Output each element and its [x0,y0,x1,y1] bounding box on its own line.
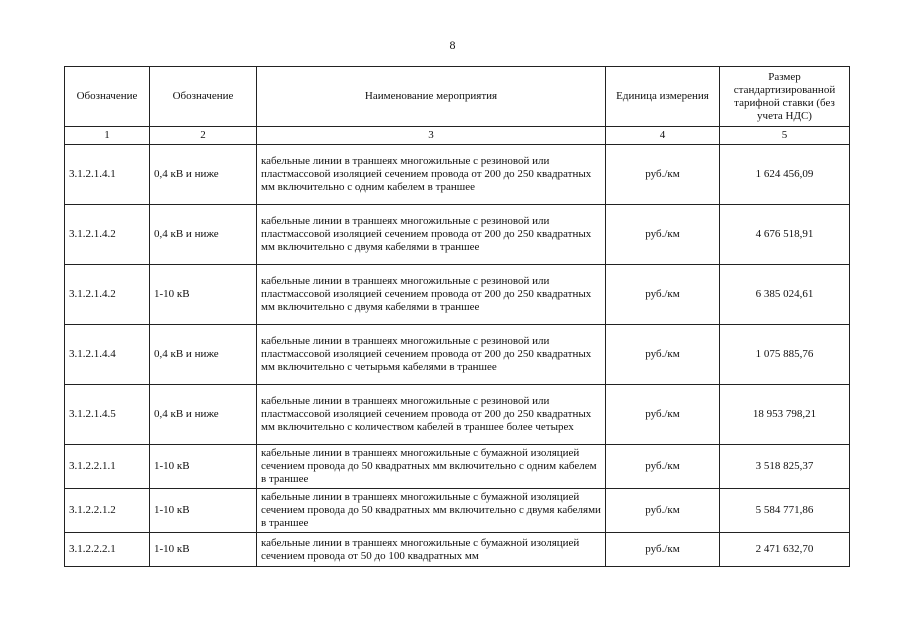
row-code: 3.1.2.1.4.2 [65,265,150,325]
row-unit: руб./км [606,325,720,385]
row-rate: 5 584 771,86 [720,489,850,533]
row-code: 3.1.2.1.4.4 [65,325,150,385]
row-measure-name: кабельные линии в траншеях многожильные с бумажной изоляцией сечением провода от 50 до 100 квадратных мм [257,533,606,567]
row-code: 3.1.2.2.1.1 [65,445,150,489]
table-header-row [65,67,850,127]
row-rate: 4 676 518,91 [720,205,850,265]
column-number: 3 [257,127,606,145]
row-code: 3.1.2.1.4.2 [65,205,150,265]
row-voltage: 0,4 кВ и ниже [150,325,257,385]
header-designation-1: Обозначение [65,67,150,127]
row-voltage: 1-10 кВ [150,265,257,325]
header-measure-name: Наименование мероприятия [257,67,606,127]
table-row [65,445,850,489]
row-voltage: 0,4 кВ и ниже [150,385,257,445]
row-measure-name: кабельные линии в траншеях многожильные с резиновой или пластмассовой изоляцией сечением провода от 200 до 250 квадратных мм включительно с двумя кабелями в траншее [257,265,606,325]
column-number: 5 [720,127,850,145]
row-unit: руб./км [606,205,720,265]
row-unit: руб./км [606,489,720,533]
row-measure-name: кабельные линии в траншеях многожильные с резиновой или пластмассовой изоляцией сечением провода от 200 до 250 квадратных мм включительно с одним кабелем в траншее [257,145,606,205]
header-rate: Размер стандартизированной тарифной ставки (без учета НДС) [720,67,850,127]
header-designation-2: Обозначение [150,67,257,127]
row-unit: руб./км [606,265,720,325]
row-unit: руб./км [606,533,720,567]
row-voltage: 1-10 кВ [150,489,257,533]
table-row [65,325,850,385]
row-code: 3.1.2.1.4.5 [65,385,150,445]
header-unit: Единица измерения [606,67,720,127]
table-row [65,205,850,265]
row-measure-name: кабельные линии в траншеях многожильные с резиновой или пластмассовой изоляцией сечением провода от 200 до 250 квадратных мм включительно с количеством кабелей в траншее более четырех [257,385,606,445]
row-rate: 6 385 024,61 [720,265,850,325]
table-row [65,533,850,567]
row-code: 3.1.2.1.4.1 [65,145,150,205]
row-voltage: 1-10 кВ [150,445,257,489]
row-measure-name: кабельные линии в траншеях многожильные с резиновой или пластмассовой изоляцией сечением провода от 200 до 250 квадратных мм включительно с четырьмя кабелями в траншее [257,325,606,385]
table-row [65,265,850,325]
column-number: 1 [65,127,150,145]
tariff-rates-table [64,66,850,567]
column-number: 2 [150,127,257,145]
row-code: 3.1.2.2.2.1 [65,533,150,567]
row-measure-name: кабельные линии в траншеях многожильные с резиновой или пластмассовой изоляцией сечением провода от 200 до 250 квадратных мм включительно с двумя кабелями в траншее [257,205,606,265]
row-unit: руб./км [606,445,720,489]
row-measure-name: кабельные линии в траншеях многожильные с бумажной изоляцией сечением провода до 50 квадратных мм включительно с одним кабелем в траншее [257,445,606,489]
row-rate: 18 953 798,21 [720,385,850,445]
table-row [65,145,850,205]
row-voltage: 0,4 кВ и ниже [150,145,257,205]
row-rate: 3 518 825,37 [720,445,850,489]
row-measure-name: кабельные линии в траншеях многожильные с бумажной изоляцией сечением провода до 50 квадратных мм включительно с двумя кабелями в траншее [257,489,606,533]
column-number: 4 [606,127,720,145]
column-number-row [65,127,850,145]
row-unit: руб./км [606,385,720,445]
row-code: 3.1.2.2.1.2 [65,489,150,533]
page-number: 8 [449,38,456,52]
row-unit: руб./км [606,145,720,205]
table-row [65,489,850,533]
row-rate: 2 471 632,70 [720,533,850,567]
row-rate: 1 075 885,76 [720,325,850,385]
table-row [65,385,850,445]
row-voltage: 1-10 кВ [150,533,257,567]
row-voltage: 0,4 кВ и ниже [150,205,257,265]
row-rate: 1 624 456,09 [720,145,850,205]
